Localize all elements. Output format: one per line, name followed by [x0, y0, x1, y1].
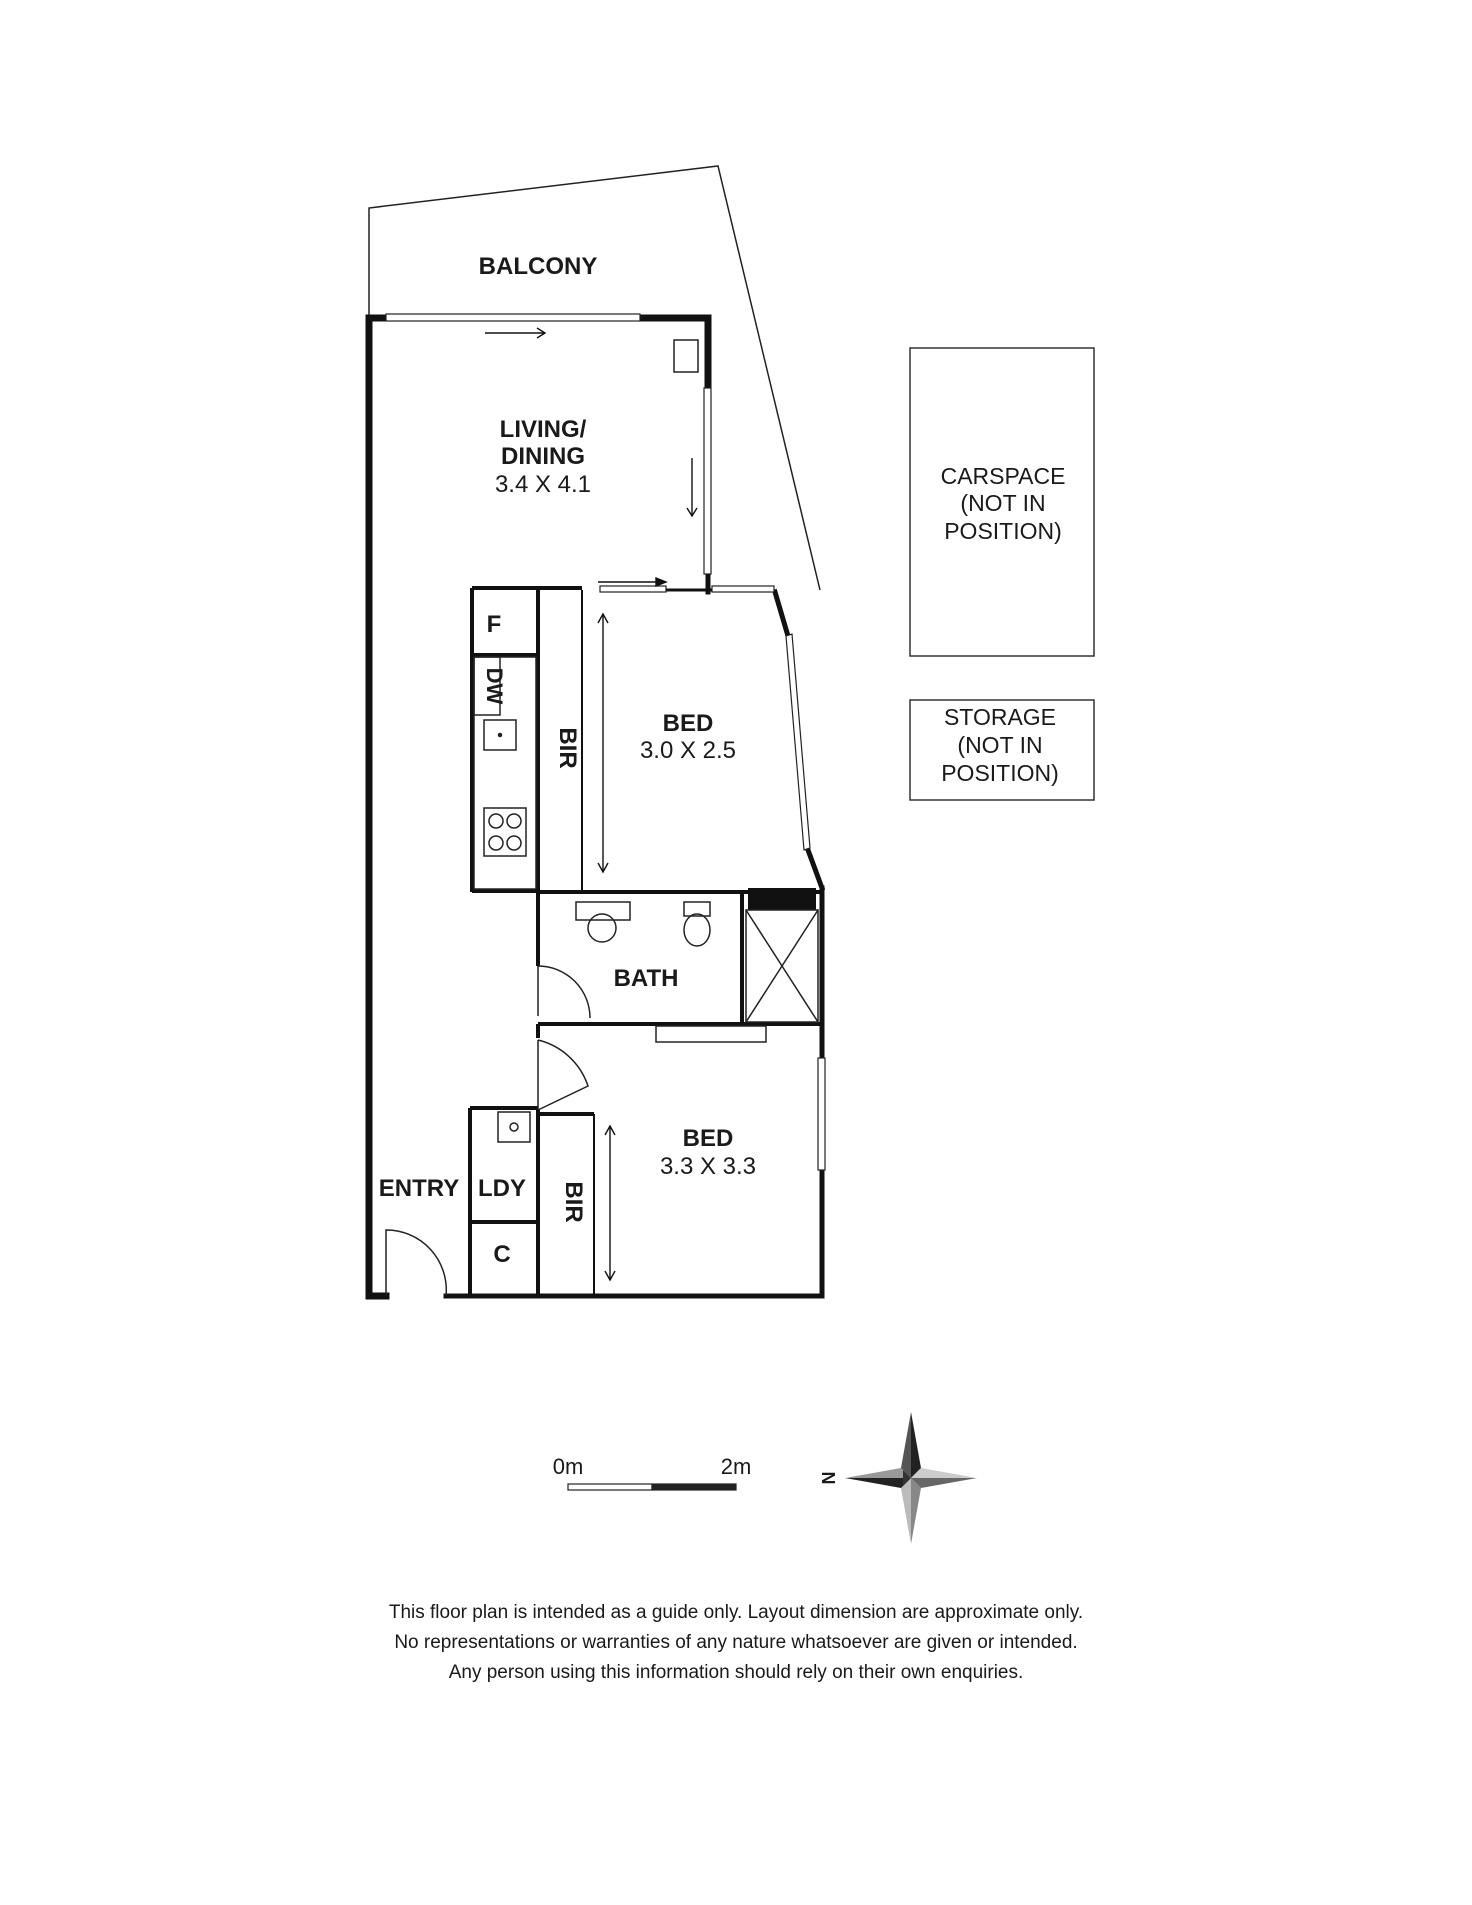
disclaimer-line-2: No representations or warranties of any nature whatsoever are given or intended. — [394, 1632, 1078, 1653]
carspace-line-1: CARSPACE — [940, 463, 1066, 489]
living-label-1: LIVING/ — [499, 416, 587, 443]
disclaimer — [0, 1598, 1472, 1688]
robe-arrows — [598, 614, 615, 1280]
compass-north-label: N — [818, 1471, 838, 1485]
exterior-walls — [369, 318, 822, 1296]
balcony-outline — [369, 166, 820, 590]
laundry-tub — [498, 1112, 530, 1142]
swing-doors — [386, 966, 590, 1296]
bed2-label: BED — [682, 1125, 734, 1152]
basin — [588, 914, 616, 942]
storage-line-2: (NOT IN — [957, 732, 1043, 758]
disclaimer-line-1: This floor plan is intended as a guide only. Layout dimension are approximate only. — [388, 1602, 1084, 1623]
shower — [746, 888, 818, 1022]
carspace-line-3: POSITION) — [944, 518, 1062, 544]
fridge-label: F — [486, 611, 502, 638]
balcony-label: BALCONY — [478, 253, 598, 280]
bir-label-1: BIR — [554, 727, 581, 769]
disclaimer-line-3: Any person using this information should rely on their own enquiries. — [448, 1662, 1024, 1683]
toilet — [684, 914, 710, 946]
cooktop — [484, 808, 526, 856]
scale-bar — [553, 1454, 752, 1490]
bed1-label: BED — [662, 710, 714, 737]
entry-label: ENTRY — [378, 1175, 460, 1202]
scale-start-label: 0m — [552, 1454, 584, 1479]
storage-line-1: STORAGE — [943, 704, 1057, 730]
scale-end-label: 2m — [720, 1454, 752, 1479]
fridge-box-top — [674, 340, 698, 372]
storage-line-3: POSITION) — [941, 760, 1059, 786]
bir-label-2: BIR — [560, 1181, 587, 1223]
bed2-dims: 3.3 X 3.3 — [659, 1153, 757, 1180]
laundry-label: LDY — [478, 1175, 526, 1202]
bath-label: BATH — [613, 965, 679, 992]
carspace-line-2: (NOT IN — [960, 490, 1046, 516]
living-dims: 3.4 X 4.1 — [494, 471, 592, 498]
compass-icon — [845, 1412, 977, 1544]
dishwasher-label: DW — [482, 667, 507, 705]
living-label-2: DINING — [501, 443, 585, 470]
cupboard-label: C — [493, 1241, 511, 1268]
bed1-dims: 3.0 X 2.5 — [639, 737, 737, 764]
